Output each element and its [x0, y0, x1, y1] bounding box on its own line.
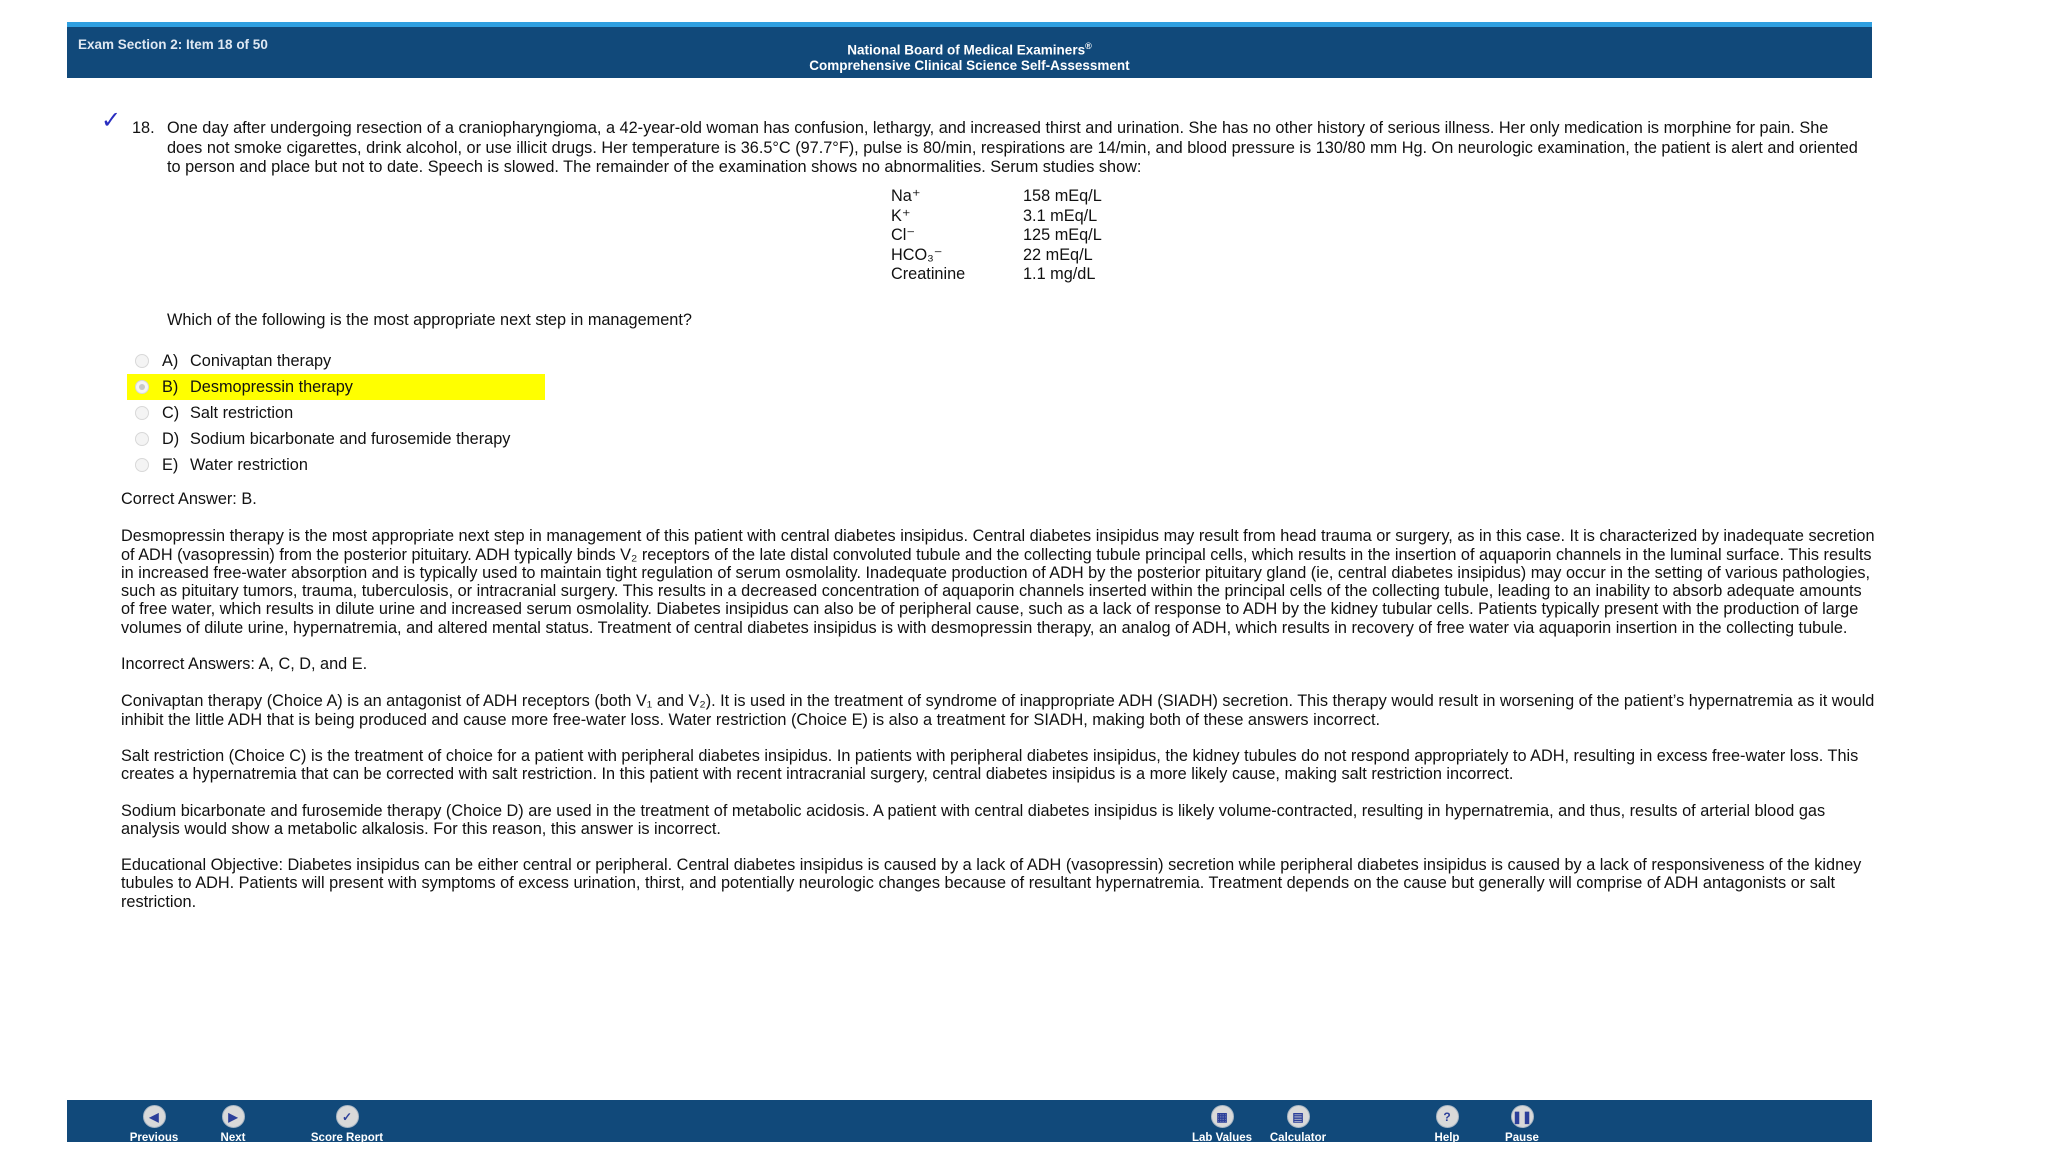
answer-options — [127, 348, 545, 478]
option-letter: D) — [162, 429, 180, 448]
lab-name: K⁺ — [891, 206, 911, 225]
lab-row — [891, 226, 1102, 246]
radio-dot — [139, 384, 145, 390]
help-button[interactable] — [1412, 1105, 1482, 1144]
option-text: Salt restriction — [190, 403, 294, 422]
lab-values-label: Lab Values — [1191, 1132, 1253, 1144]
question-number: 18. — [132, 119, 155, 137]
option-letter: C) — [162, 403, 180, 422]
radio-button[interactable] — [135, 458, 149, 472]
answer-option-d[interactable] — [127, 426, 545, 452]
explanation-paragraph: Desmopressin therapy is the most appropriate next step in management of this patient with central diabetes insipidus. Central diabetes insipidus may result from head trauma or surgery, as in this case. It is characterized by inadequate secretion of ADH (vasopressin) from the posterior pituitary. ADH typically binds V₂ receptors of the late distal convoluted tubule and the collecting tubule principal cells, which results in the insertion of aquaporin channels in the luminal surface. This results in increased free-water absorption and is typically used to maintain tight regulation of serum osmolality. Inadequate production of ADH by the posterior pituitary gland (ie, central diabetes insipidus) may occur in the setting of various pathologies, such as pituitary tumors, trauma, tuberculosis, or intracranial surgery. This results in a decreased concentration of aquaporin channels inserted within the principal cells of the collecting tubule, leading to an inability to absorb adequate amounts of free water, which results in dilute urine and increased serum osmolality. Diabetes insipidus can also be of peripheral cause, such as a lack of response to ADH by the kidney tubular cells. Patients typically present with the production of large volumes of dilute urine, hypernatremia, and altered mental status. Treatment of central diabetes insipidus is with desmopressin therapy, an analog of ADH, which results in recovery of free water via aquaporin insertion in the collecting tubule. — [121, 527, 1875, 637]
help-label: Help — [1434, 1132, 1460, 1144]
radio-button[interactable] — [135, 432, 149, 446]
answer-option-c[interactable] — [127, 400, 545, 426]
score-report-button[interactable] — [297, 1105, 397, 1144]
pause-label: Pause — [1505, 1132, 1539, 1144]
lab-row — [891, 187, 1102, 207]
next-button[interactable] — [198, 1105, 268, 1144]
pause-icon: ❚❚ — [1511, 1105, 1534, 1128]
answer-option-b[interactable] — [127, 374, 545, 400]
score-report-label: Score Report — [310, 1132, 384, 1144]
lab-table — [891, 187, 1102, 285]
option-text: Conivaptan therapy — [190, 351, 332, 370]
explanation-paragraph: Conivaptan therapy (Choice A) is an antagonist of ADH receptors (both V₁ and V₂). It is used in the treatment of syndrome of inappropriate ADH (SIADH) secretion. This therapy would result in worsening of the patient’s hypernatremia as it would inhibit the little ADH that is being produced and cause more free-water loss. Water restriction (Choice E) is also a treatment for SIADH, making both of these answers incorrect. — [121, 692, 1875, 729]
lab-value: 125 mEq/L — [1023, 226, 1102, 244]
org-name: National Board of Medical Examiners — [847, 42, 1086, 58]
lab-row — [891, 246, 1102, 266]
lab-row — [891, 207, 1102, 227]
explanation-paragraph: Sodium bicarbonate and furosemide therapy (Choice D) are used in the treatment of metabolic acidosis. A patient with central diabetes insipidus is likely volume-contracted, resulting in hypernatremia, and thus, results of arterial blood gas analysis would show a metabolic alkalosis. For this reason, this answer is incorrect. — [121, 801, 1826, 838]
option-letter: A) — [162, 351, 179, 370]
exam-title-block — [67, 39, 1872, 73]
registered-mark: ® — [1085, 41, 1092, 51]
calculator-label: Calculator — [1269, 1132, 1327, 1144]
lab-name: Cl⁻ — [891, 226, 915, 244]
calculator-button[interactable] — [1263, 1105, 1333, 1144]
answer-explanation — [121, 490, 1876, 929]
lab-value: 3.1 mEq/L — [1023, 206, 1098, 225]
option-text: Sodium bicarbonate and furosemide therapy — [190, 429, 511, 448]
answer-option-a[interactable] — [127, 348, 545, 374]
option-letter: E) — [162, 455, 179, 474]
option-text: Water restriction — [190, 455, 308, 474]
exam-header — [67, 22, 1872, 78]
explanation-paragraph: Salt restriction (Choice C) is the treatment of choice for a patient with peripheral diabetes insipidus. In patients with peripheral diabetes insipidus, the kidney tubules do not respond appropriately to ADH, resulting in excess free-water loss. This creates a hypernatremia that can be corrected with salt restriction. In this patient with recent intracranial surgery, central diabetes insipidus is a more likely cause, making salt restriction incorrect. — [121, 746, 1859, 784]
lab-value: 1.1 mg/dL — [1023, 265, 1096, 283]
question-stem: One day after undergoing resection of a craniopharyngioma, a 42-year-old woman has confusion, lethargy, and increased thirst and urination. She has no other history of serious illness. Her only medication is morphine for pain. She does not smoke cigarettes, drink alcohol, or use illicit drugs. Her temperature is 36.5°C (97.7°F), pulse is 80/min, respirations are 14/min, and blood pressure is 130/80 mm Hg. On neurologic examination, the patient is alert and oriented to person and place but not to date. Speech is slowed. The remainder of the examination shows no abnormalities. Serum studies show: — [167, 119, 1858, 176]
exam-title: Comprehensive Clinical Science Self-Assessment — [809, 57, 1130, 73]
educational-objective: Educational Objective: Diabetes insipidus can be either central or peripheral. Central diabetes insipidus is caused by a lack of ADH (vasopressin) secretion while peripheral diabetes insipidus is caused by a lack of responsiveness of the kidney tubules to ADH. Patients will present with symptoms of excess urination, thirst, and potentially neurologic changes because of resultant hypernatremia. Treatment depends on the cause but generally will comprise of ADH antagonists or salt restriction. — [121, 856, 1862, 911]
answer-option-e[interactable] — [127, 452, 545, 478]
option-letter: B) — [162, 377, 179, 396]
checkmark-icon: ✓ — [101, 107, 122, 134]
lab-values-icon: ▦ — [1211, 1105, 1234, 1128]
previous-button[interactable] — [119, 1105, 189, 1144]
radio-button-selected[interactable] — [135, 380, 149, 394]
lab-name: Na⁺ — [891, 187, 921, 205]
next-label: Next — [220, 1132, 246, 1144]
lab-row — [891, 265, 1102, 285]
lab-values-button[interactable] — [1187, 1105, 1257, 1144]
arrow-left-icon: ◀ — [143, 1105, 166, 1128]
correct-answer: Correct Answer: B. — [121, 490, 257, 508]
radio-button[interactable] — [135, 406, 149, 420]
question-prompt: Which of the following is the most appropriate next step in management? — [167, 311, 692, 329]
incorrect-answers: Incorrect Answers: A, C, D, and E. — [121, 655, 368, 674]
previous-label: Previous — [129, 1132, 179, 1144]
arrow-right-icon: ▶ — [222, 1105, 245, 1128]
checkmark-icon: ✓ — [336, 1105, 359, 1128]
option-text: Desmopressin therapy — [190, 377, 353, 396]
lab-value: 158 mEq/L — [1023, 187, 1102, 205]
question-icon: ? — [1436, 1105, 1459, 1128]
lab-name: Creatinine — [891, 265, 966, 283]
pause-button[interactable] — [1487, 1105, 1557, 1144]
radio-button[interactable] — [135, 354, 149, 368]
calculator-icon: ▤ — [1287, 1105, 1310, 1128]
lab-name: HCO₃⁻ — [891, 245, 943, 264]
lab-value: 22 mEq/L — [1023, 245, 1093, 264]
item-counter: Exam Section 2: Item 18 of 50 — [78, 37, 268, 52]
navigation-bar — [67, 1100, 1872, 1142]
